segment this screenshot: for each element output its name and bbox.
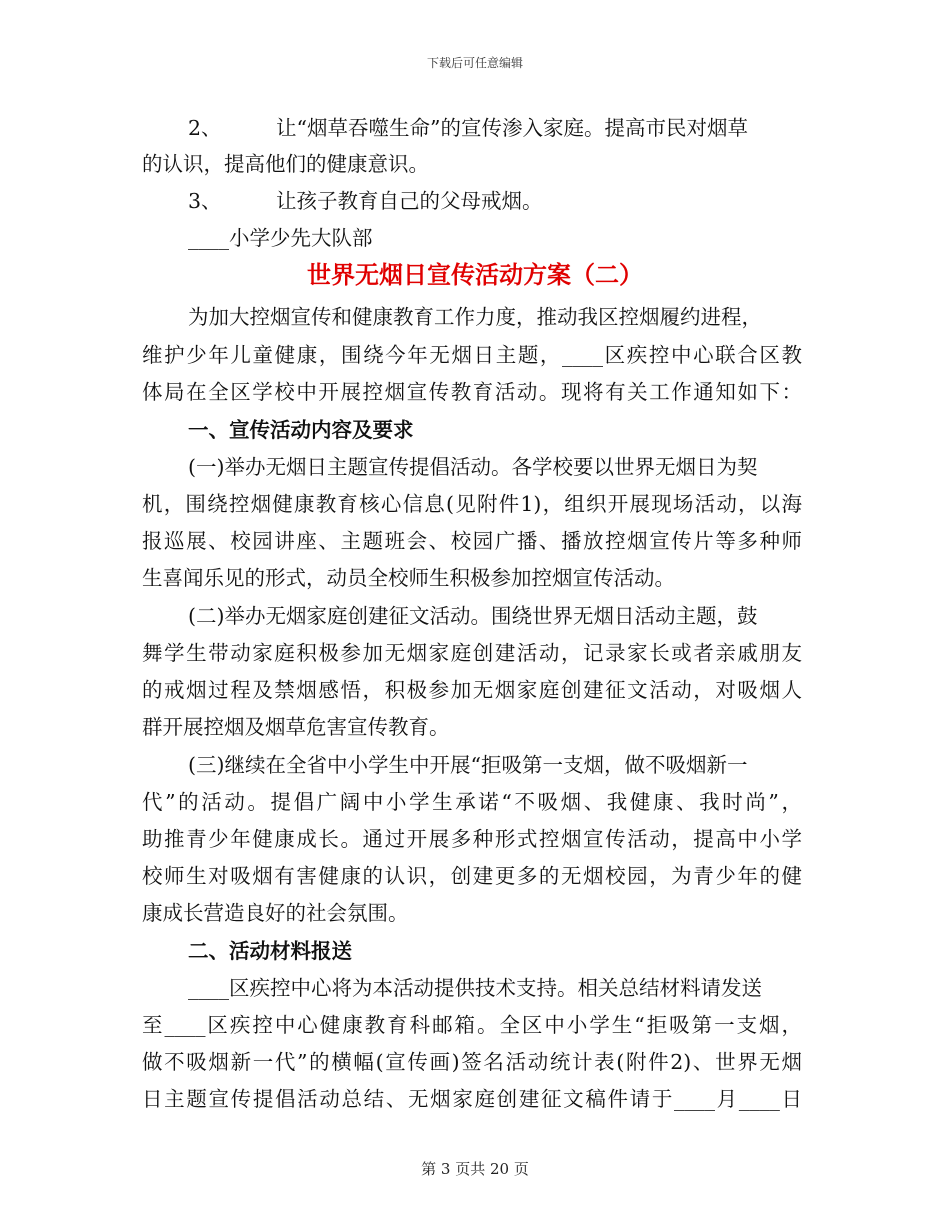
- paragraph-line: (三)继续在全省中小学生中开展“拒吸第一支烟，做不吸烟新一: [188, 753, 748, 777]
- paragraph-line: (一)举办无烟日主题宣传提倡活动。各学校要以世界无烟日为契: [188, 455, 758, 479]
- paragraph-line: 体局在全区学校中开展控烟宣传教育活动。现将有关工作通知如下：: [142, 380, 802, 404]
- paragraph-line: 机，围绕控烟健康教育核心信息(见附件1)，组织开展现场活动，以海: [142, 492, 802, 516]
- list-item-3: [142, 187, 543, 215]
- paragraph-line: ____区疾控中心将为本活动提供技术支持。相关总结材料请发送: [188, 976, 762, 1000]
- paragraph-line: 群开展控烟及烟草危害宣传教育。: [142, 715, 450, 739]
- paragraph-line: (二)举办无烟家庭创建征文活动。围绕世界无烟日活动主题，鼓: [188, 604, 758, 628]
- paragraph-line: 为加大控烟宣传和健康教育工作力度，推动我区控烟履约进程，: [188, 305, 762, 329]
- signature: ____小学少先大队部: [188, 226, 373, 250]
- heading-1: 一、宣传活动内容及要求: [188, 418, 414, 442]
- list-item-2-continued: 的认识，提高他们的健康意识。: [142, 152, 429, 176]
- paragraph-line: 做不吸烟新一代”的横幅(宣传画)签名活动统计表(附件2)、世界无烟: [142, 1050, 802, 1074]
- list-item-number: 3、: [188, 189, 222, 213]
- paragraph-line: 康成长营造良好的社会氛围。: [142, 901, 409, 925]
- heading-2: 二、活动材料报送: [188, 939, 352, 963]
- paragraph-line: 日主题宣传提倡活动总结、无烟家庭创建征文稿件请于____月____日: [142, 1087, 802, 1111]
- list-item-number: 2、: [188, 116, 222, 140]
- list-item-2: [142, 114, 748, 142]
- page-footer: 第 3 页共 20 页: [421, 1160, 529, 1178]
- paragraph-line: 的戒烟过程及禁烟感悟，积极参加无烟家庭创建征文活动，对吸烟人: [142, 678, 802, 702]
- paragraph-line: 至____区疾控中心健康教育科邮箱。全区中小学生“拒吸第一支烟，: [142, 1013, 802, 1037]
- list-item-text: 让“烟草吞噬生命”的宣传渗入家庭。提高市民对烟草: [276, 116, 748, 140]
- paragraph-line: 舞学生带动家庭积极参加无烟家庭创建活动，记录家长或者亲戚朋友: [142, 641, 802, 665]
- section-title: 世界无烟日宣传活动方案（二）: [307, 260, 643, 289]
- paragraph-line: 生喜闻乐见的形式，动员全校师生积极参加控烟宣传活动。: [142, 566, 675, 590]
- list-item-text: 让孩子教育自己的父母戒烟。: [276, 189, 543, 213]
- paragraph-line: 报巡展、校园讲座、主题班会、校园广播、播放控烟宣传片等多种师: [142, 529, 802, 553]
- page-header: 下载后可任意编辑: [426, 56, 523, 70]
- paragraph-line: 代”的活动。提倡广阔中小学生承诺“不吸烟、我健康、我时尚”，: [142, 790, 802, 814]
- paragraph-line: 校师生对吸烟有害健康的认识，创建更多的无烟校园，为青少年的健: [142, 864, 802, 888]
- paragraph-line: 助推青少年健康成长。通过开展多种形式控烟宣传活动，提高中小学: [142, 827, 802, 851]
- paragraph-line: 维护少年儿童健康，围绕今年无烟日主题，____区疾控中心联合区教: [142, 343, 802, 367]
